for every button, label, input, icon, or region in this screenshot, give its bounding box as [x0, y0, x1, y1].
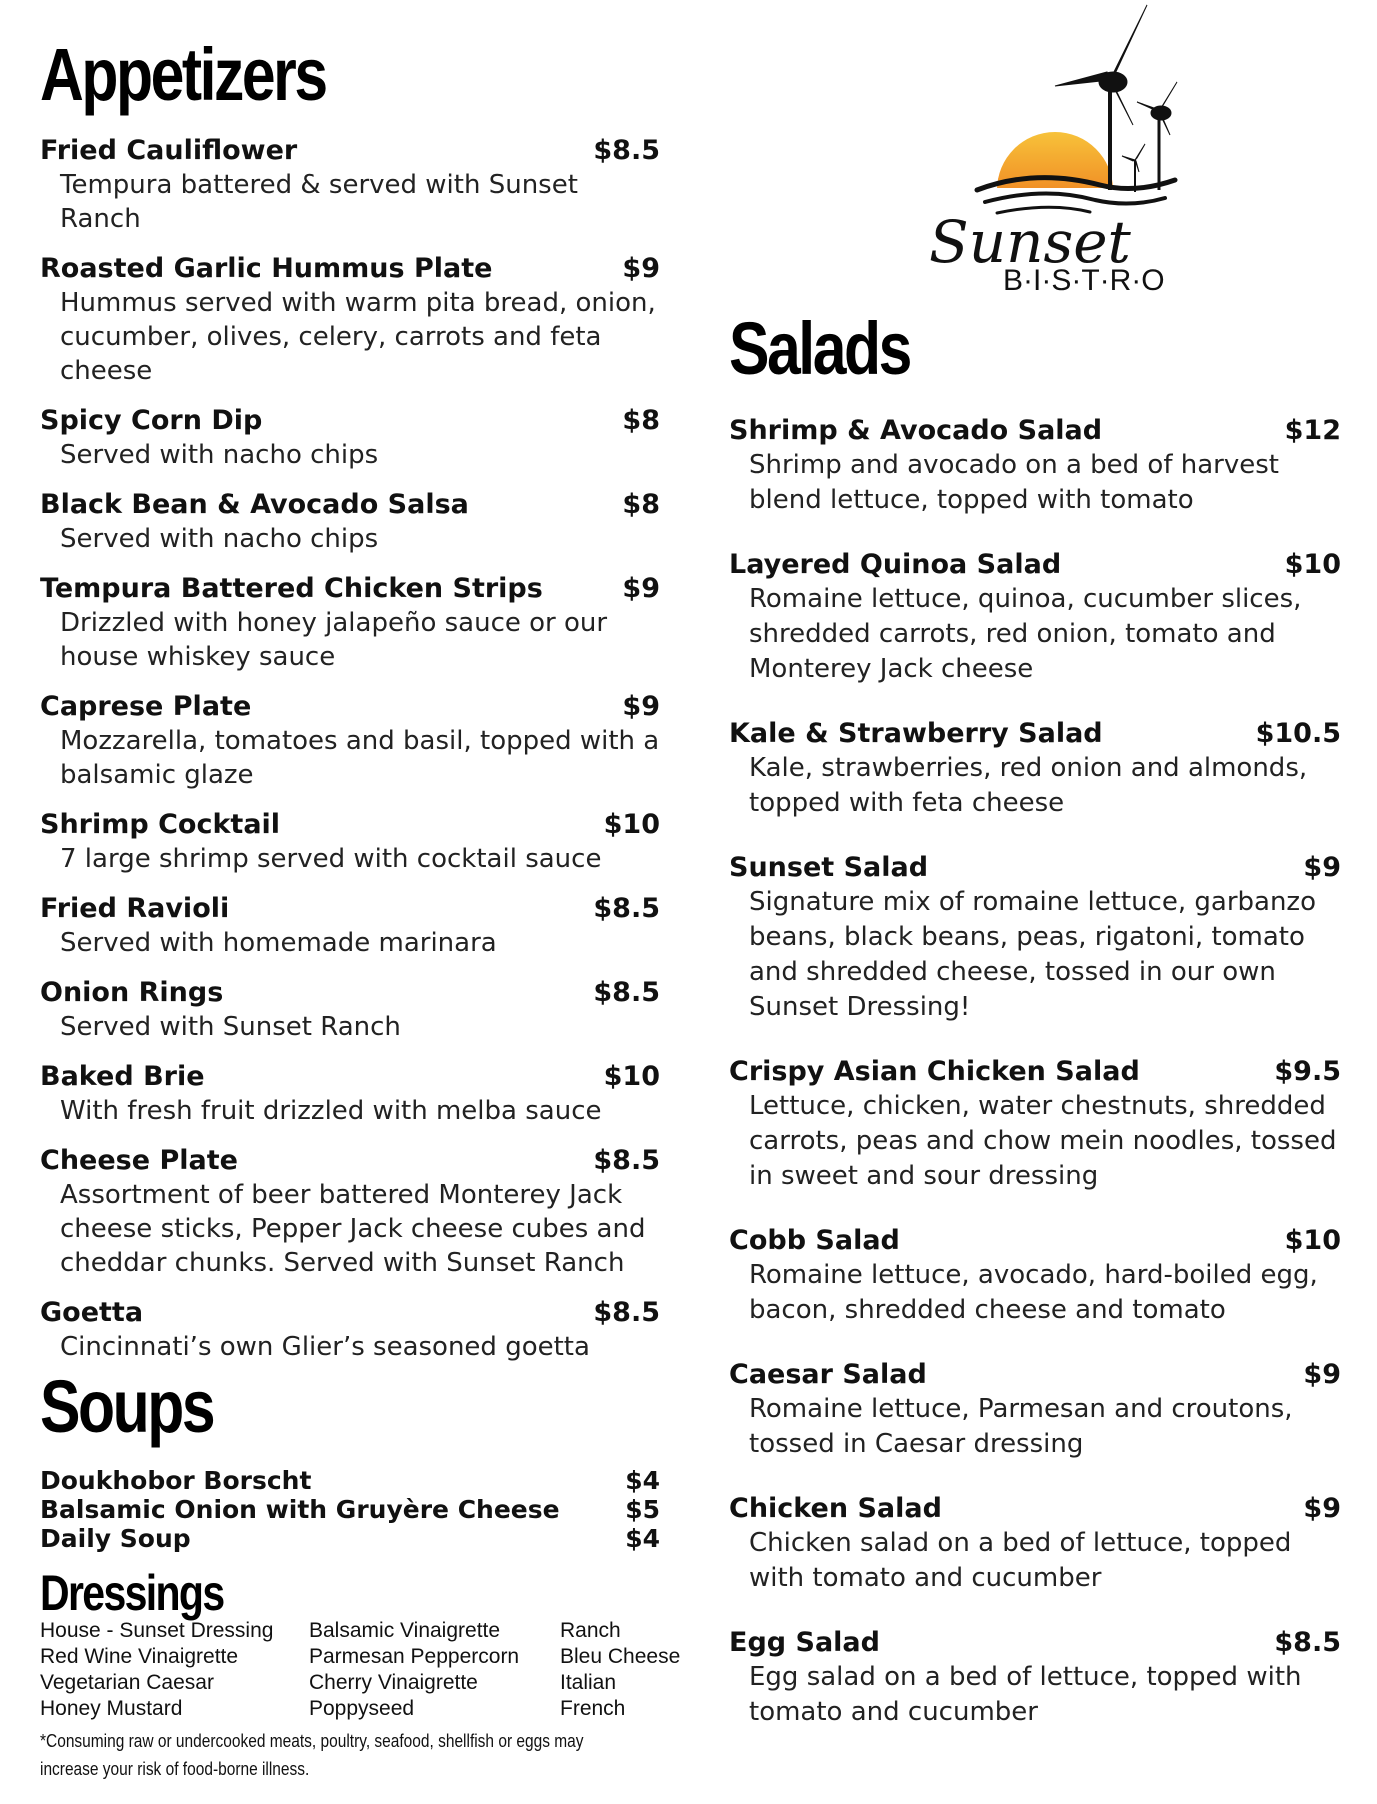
item-description: Egg salad on a bed of lettuce, topped with tomato and cucumber [749, 1662, 1302, 1727]
item-price: $9 [622, 691, 660, 722]
disclaimer-line: increase your risk of food-borne illness. [40, 1759, 310, 1779]
soup-item [40, 1495, 660, 1524]
item-description: Mozzarella, tomatoes and basil, topped with a balsamic glaze [60, 726, 660, 790]
item-description: Hummus served with warm pita bread, onion, cucumber, olives, celery, carrots and feta cheese [60, 288, 656, 386]
item-description: 7 large shrimp served with cocktail sauce [60, 844, 602, 874]
item-description: Cincinnati’s own Glier’s seasoned goetta [60, 1332, 590, 1362]
item-name: Black Bean & Avocado Salsa [40, 489, 469, 520]
item-description: Kale, strawberries, red onion and almonds, topped with feta cheese [749, 753, 1308, 818]
item-price: $8.5 [1274, 1627, 1341, 1658]
item-description: Served with nacho chips [60, 440, 379, 470]
menu-item [40, 404, 660, 472]
item-description: With fresh fruit drizzled with melba sauce [60, 1096, 602, 1126]
item-price: $8.5 [593, 1145, 660, 1176]
item-price: $8 [622, 405, 660, 436]
dressing-item: Parmesan Peppercorn [309, 1645, 520, 1668]
menu-item [40, 892, 660, 960]
soup-price: $4 [625, 1466, 660, 1495]
menu-item [729, 1224, 1341, 1328]
item-price: $9 [622, 573, 660, 604]
item-description: Assortment of beer battered Monterey Jack cheese sticks, Pepper Jack cheese cubes and cheddar chunks. Served with Sunset Ranch [60, 1180, 646, 1278]
dressing-item: Italian [560, 1671, 617, 1694]
dressings-column-1 [40, 1618, 273, 1722]
soup-name: Doukhobor Borscht [40, 1466, 312, 1495]
item-description: Shrimp and avocado on a bed of harvest blend lettuce, topped with tomato [749, 450, 1279, 515]
dressing-item: Ranch [560, 1619, 621, 1642]
item-name: Layered Quinoa Salad [729, 549, 1062, 580]
menu-item [40, 808, 660, 876]
item-price: $10.5 [1255, 718, 1341, 749]
logo-word: B·I·S·T·R·O [1003, 264, 1165, 297]
menu-item [40, 976, 660, 1044]
soup-price: $5 [625, 1495, 660, 1524]
item-name: Cheese Plate [40, 1145, 238, 1176]
disclaimer-line: *Consuming raw or undercooked meats, poultry, seafood, shellfish or eggs may [40, 1731, 584, 1751]
item-price: $10 [1284, 549, 1341, 580]
item-name: Baked Brie [40, 1061, 205, 1092]
item-name: Kale & Strawberry Salad [729, 718, 1103, 749]
menu-item [729, 1055, 1341, 1194]
item-price: $9 [622, 253, 660, 284]
dressing-item: Poppyseed [309, 1697, 415, 1720]
item-description: Chicken salad on a bed of lettuce, topped with tomato and cucumber [749, 1528, 1292, 1593]
dressings-column-3 [560, 1618, 680, 1722]
item-price: $9 [1303, 852, 1341, 883]
dressing-item: French [560, 1697, 626, 1720]
item-description: Tempura battered & served with Sunset Ranch [60, 170, 578, 234]
item-name: Fried Ravioli [40, 893, 230, 924]
item-name: Shrimp Cocktail [40, 809, 281, 840]
soups-list [40, 1466, 660, 1553]
item-description: Drizzled with honey jalapeño sauce or our house whiskey sauce [60, 608, 608, 672]
soup-item [40, 1524, 660, 1553]
item-name: Crispy Asian Chicken Salad [729, 1056, 1140, 1087]
item-name: Goetta [40, 1297, 144, 1328]
menu-item [729, 548, 1341, 687]
dressing-item: House - Sunset Dressing [40, 1619, 274, 1642]
menu-item [40, 1296, 660, 1364]
dressing-item: Cherry Vinaigrette [309, 1671, 478, 1694]
menu-item [729, 1358, 1341, 1462]
soup-item [40, 1466, 660, 1495]
logo-script: Sunset [929, 208, 1131, 276]
appetizers-heading: Appetizers [40, 33, 326, 116]
item-name: Shrimp & Avocado Salad [729, 415, 1103, 446]
item-price: $9.5 [1274, 1056, 1341, 1087]
item-price: $12 [1284, 415, 1341, 446]
menu-item [729, 1626, 1341, 1730]
menu-item [40, 572, 660, 674]
item-price: $8.5 [593, 1297, 660, 1328]
item-price: $9 [1303, 1359, 1341, 1390]
soup-name: Balsamic Onion with Gruyère Cheese [40, 1495, 560, 1524]
salads-heading: Salads [729, 307, 910, 390]
menu-item [40, 1060, 660, 1128]
item-description: Romaine lettuce, quinoa, cucumber slices, shredded carrots, red onion, tomato and Monterey Jack cheese [749, 584, 1302, 684]
dressing-item: Honey Mustard [40, 1697, 183, 1720]
menu-item [40, 134, 660, 236]
food-safety-disclaimer [40, 1727, 659, 1783]
menu-item [729, 1492, 1341, 1596]
menu-item [729, 414, 1341, 518]
item-name: Tempura Battered Chicken Strips [40, 573, 543, 604]
dressing-item: Balsamic Vinaigrette [309, 1619, 501, 1642]
menu-item [40, 1144, 660, 1280]
item-description: Romaine lettuce, Parmesan and croutons, tossed in Caesar dressing [749, 1394, 1293, 1459]
item-description: Served with homemade marinara [60, 928, 497, 958]
menu-item [40, 252, 660, 388]
item-description: Served with Sunset Ranch [60, 1012, 401, 1042]
item-name: Roasted Garlic Hummus Plate [40, 253, 493, 284]
soup-name: Daily Soup [40, 1524, 191, 1553]
soup-price: $4 [625, 1524, 660, 1553]
item-description: Signature mix of romaine lettuce, garbanzo beans, black beans, peas, rigatoni, tomato and shredded cheese, tossed in our own Sunset Dressing! [749, 887, 1316, 1022]
item-name: Chicken Salad [729, 1493, 942, 1524]
item-price: $8.5 [593, 977, 660, 1008]
item-price: $8.5 [593, 893, 660, 924]
item-name: Caesar Salad [729, 1359, 927, 1390]
item-name: Fried Cauliflower [40, 135, 298, 166]
item-description: Lettuce, chicken, water chestnuts, shredded carrots, peas and chow mein noodles, tossed in sweet and sour dressing [749, 1091, 1337, 1191]
menu-item [40, 488, 660, 556]
item-price: $8.5 [593, 135, 660, 166]
dressing-item: Red Wine Vinaigrette [40, 1645, 239, 1668]
menu-item [40, 690, 660, 792]
item-name: Sunset Salad [729, 852, 929, 883]
item-price: $10 [1284, 1225, 1341, 1256]
item-price: $8 [622, 489, 660, 520]
item-price: $9 [1303, 1493, 1341, 1524]
item-name: Cobb Salad [729, 1225, 900, 1256]
soups-heading: Soups [40, 1365, 214, 1448]
item-name: Onion Rings [40, 977, 224, 1008]
item-name: Spicy Corn Dip [40, 405, 263, 436]
appetizers-list [40, 134, 660, 1380]
menu-item [729, 717, 1341, 821]
item-price: $10 [603, 809, 660, 840]
dressing-item: Bleu Cheese [560, 1645, 681, 1668]
item-name: Egg Salad [729, 1627, 880, 1658]
dressings-column-2 [309, 1618, 519, 1722]
item-price: $10 [603, 1061, 660, 1092]
item-name: Caprese Plate [40, 691, 252, 722]
item-description: Romaine lettuce, avocado, hard-boiled egg, bacon, shredded cheese and tomato [749, 1260, 1318, 1325]
menu-item [729, 851, 1341, 1025]
dressings-heading: Dressings [40, 1565, 224, 1621]
item-description: Served with nacho chips [60, 524, 379, 554]
salads-list [729, 414, 1341, 1760]
dressing-item: Vegetarian Caesar [40, 1671, 214, 1694]
sunset-bistro-logo [925, 0, 1185, 310]
